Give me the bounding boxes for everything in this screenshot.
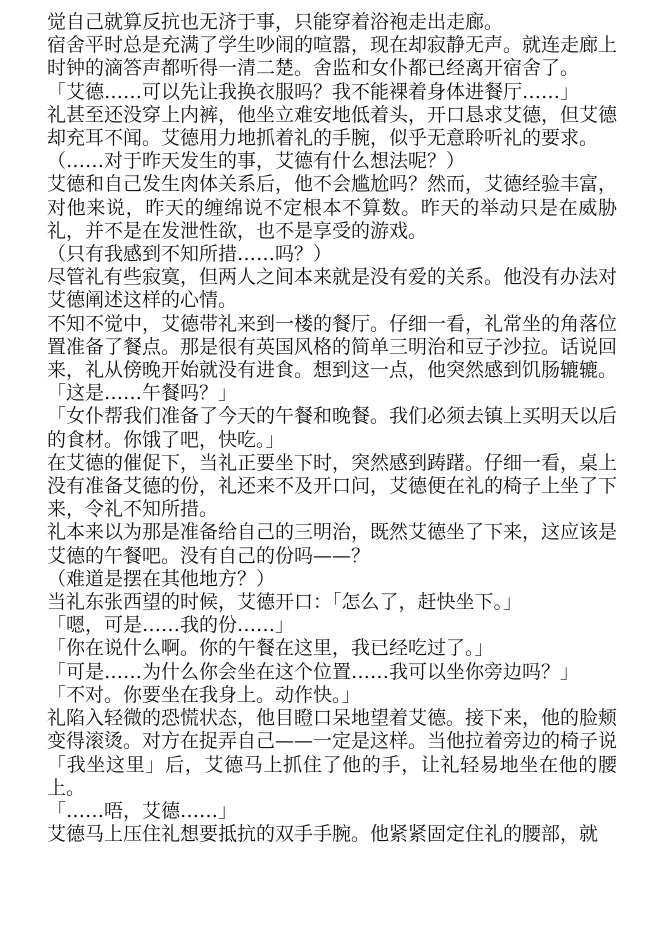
- dialogue-line: 「可是……为什么你会坐在这个位置……我可以坐你旁边吗？」: [47, 660, 580, 683]
- paragraph: 尽管礼有些寂寞，但两人之间本来就是没有爱的关系。他没有办法对艾德阐述这样的心情。: [47, 266, 618, 312]
- paragraph: 不知不觉中，艾德带礼来到一楼的餐厅。仔细一看，礼常坐的角落位置准备了餐点。那是很有英国风格的简单三明治和豆子沙拉。话说回来，礼从傍晚开始就没有进食。想到这一点，他突然感到饥肠辘辘。: [47, 312, 618, 382]
- dialogue-line: 「嗯，可是……我的份……」: [47, 614, 295, 637]
- paragraph: 当礼东张西望的时候，艾德开口：「怎么了，赶快坐下。」: [47, 591, 523, 614]
- paragraph: 礼本来以为那是准备给自己的三明治，既然艾德坐了下来，这应该是艾德的午餐吧。没有自己的份吗——？: [47, 521, 618, 567]
- inner-thought: （难道是摆在其他地方？）: [47, 567, 276, 590]
- paragraph: 宿舍平时总是充满了学生吵闹的喧嚣，现在却寂静无声。就连走廊上时钟的滴答声都听得一清二楚。舍监和女仆都已经离开宿舍了。: [47, 34, 618, 80]
- dialogue-line: 「不对。你要坐在我身上。动作快。」: [47, 683, 361, 706]
- paragraph: 在艾德的催促下，当礼正要坐下时，突然感到踌躇。仔细一看，桌上没有准备艾德的份，礼还来不及开口问，艾德便在礼的椅子上坐了下来，令礼不知所措。: [47, 451, 618, 521]
- dialogue-line: 「……唔，艾德……」: [47, 799, 238, 822]
- paragraph: 艾德马上压住礼想要抵抗的双手手腕。他紧紧固定住礼的腰部，就: [47, 823, 599, 846]
- paragraph: 觉自己就算反抗也无济于事，只能穿着浴袍走出走廊。: [47, 11, 504, 33]
- dialogue-line: 「你在说什么啊。你的午餐在这里，我已经吃过了。」: [47, 637, 494, 660]
- inner-thought: （……对于昨天发生的事，艾德有什么想法呢？）: [47, 150, 466, 173]
- paragraph: 礼陷入轻微的恐慌状态，他目瞪口呆地望着艾德。接下来，他的脸颊变得滚烫。对方在捉弄自己——一定是这样。当他拉着旁边的椅子说「我坐这里」后，艾德马上抓住了他的手，让礼轻易地坐在他的腰上。: [47, 707, 618, 799]
- paragraph: 礼甚至还没穿上内裤，他坐立难安地低着头，开口恳求艾德，但艾德却充耳不闻。艾德用力地抓着礼的手腕，似乎无意聆听礼的要求。: [47, 103, 618, 150]
- dialogue-line: 「艾德……可以先让我换衣服吗？我不能裸着身体进餐厅……」: [47, 80, 580, 103]
- paragraph: 艾德和自己发生肉体关系后，他不会尴尬吗？然而，艾德经验丰富，对他来说，昨天的缠绵说不定根本不算数。昨天的举动只是在威胁礼，并不是在发泄性欲，也不是享受的游戏。: [47, 173, 618, 242]
- inner-thought: （只有我感到不知所措……吗？）: [47, 243, 333, 266]
- novel-page: [47, 11, 617, 846]
- dialogue-line: 「女仆帮我们准备了今天的午餐和晚餐。我们必须去镇上买明天以后的食材。你饿了吧，快吃。」: [47, 405, 618, 451]
- dialogue-line: 「这是……午餐吗？」: [47, 382, 238, 405]
